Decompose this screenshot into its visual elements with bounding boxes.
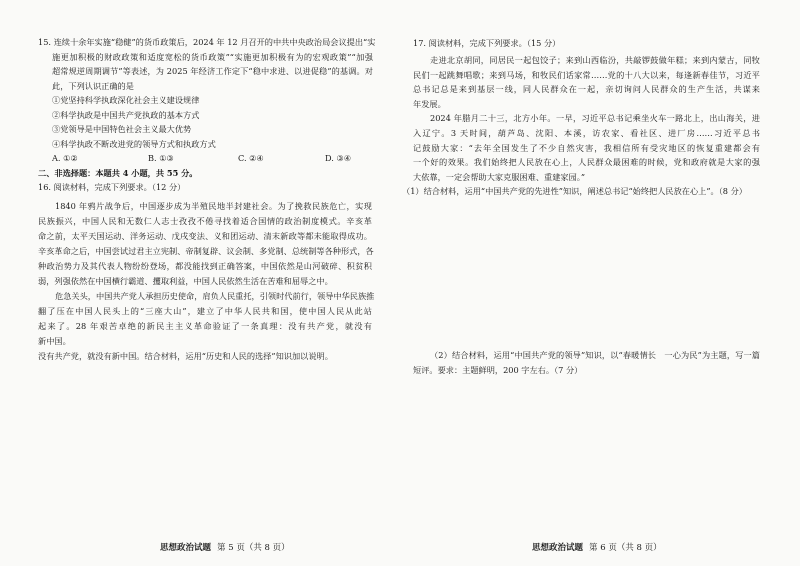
option-d: D. ③④ — [325, 153, 352, 163]
option-a: A. ①② — [52, 153, 78, 163]
material-line: 起来了。28 年艰苦卓绝的新民主主义革命验证了一条真理：没有共产党，就没有 — [38, 321, 372, 331]
material-line: 2024 年腊月二十三，北方小年。一早，习近平总书记乘坐火车一路北上，出山海关，进 — [430, 113, 760, 124]
page-footer-left — [160, 541, 290, 555]
section-title: 二、非选择题：本题共 4 小题，共 55 分。 — [38, 168, 198, 178]
question-stem-line: 15. 连续十余年实施“稳健”的货币政策后，2024 年 12 月召开的中共中央政治局会议提出“实 — [38, 37, 376, 47]
material-line: 新中国。 — [38, 336, 71, 346]
footer-subject: 思想政治试题 — [532, 543, 584, 553]
material-line: 大依靠，一定会帮助大家克服困难、重建家园。” — [413, 171, 586, 182]
material-line: 民们一起跳舞唱歌；来到马场，和牧民们话家常……党的十八大以来，每逢新春佳节，习近平 — [413, 69, 760, 80]
question-17-subquestion-2 — [413, 348, 760, 378]
statement: ④科学执政不断改进党的领导方式和执政方式 — [52, 138, 216, 149]
question-stem-line: 此，下列认识正确的是 — [52, 80, 134, 91]
question-stem-line: 施更加积极的财政政策和适度宽松的货币政策”“实施更加积极有为的宏观政策”“加强 — [52, 51, 373, 62]
material-line: 总书记总是来到基层一线，同人民群众在一起，亲切询问人民群众的生产生活，共谋来 — [413, 84, 760, 95]
material-line: 命之前，太平天国运动、洋务运动、戊戌变法、义和团运动、清末新政等都未能取得成功。 — [38, 231, 372, 241]
question-15-statements — [52, 93, 372, 151]
material-line: 辛亥革命之后，中国尝试过君主立宪制、帝制复辟、议会制、多党制、总统制等各种形式，各 — [38, 246, 374, 256]
option-c: C. ②④ — [238, 153, 264, 163]
material-line: 1840 年鸦片战争后，中国逐步成为半殖民地半封建社会。为了挽救民族危亡，实现 — [55, 201, 372, 211]
page-footer-right — [532, 541, 662, 555]
subquestion-line: （1）结合材料，运用“中国共产党的先进性”知识，阐述总书记“始终把人民放在心上”。（8 分） — [402, 186, 747, 196]
question-17-subquestion-1 — [402, 184, 760, 199]
footer-page-number: 第 5 页（共 8 页） — [217, 543, 290, 553]
question-15-stem — [38, 35, 376, 93]
question-prompt-line: 没有共产党，就没有新中国。结合材料，运用“历史和人民的选择”知识加以说明。 — [38, 351, 333, 361]
subquestion-line: （2）结合材料，运用“中国共产党的领导”知识，以“春暖情长 一心为民”为主题，写一篇 — [430, 350, 760, 360]
material-line: 种政治势力及其代表人物纷纷登场，都没能找到正确答案，中国依然是山河破碎、积贫积 — [38, 261, 372, 271]
material-line: 危急关头，中国共产党人承担历史使命，肩负人民重托，引领时代前行，领导中华民族推 — [55, 291, 375, 301]
footer-page-number: 第 6 页（共 8 页） — [589, 543, 662, 553]
material-line: 弱，列强依然在中国横行霸道、攫取利益，中国人民依然生活在苦难和屈辱之中。 — [38, 276, 333, 286]
question-17-material — [413, 53, 760, 184]
question-16-heading: 16. 阅读材料，完成下列要求。（12 分） — [38, 182, 186, 192]
material-paragraph — [38, 289, 375, 349]
statement: ③党领导是中国特色社会主义最大优势 — [52, 124, 192, 134]
material-line: 记鼓励大家：“去年全国发生了不少自然灾害，我相信所有受灾地区的恢复重建都会有 — [413, 142, 760, 153]
statement: ②科学执政是中国共产党执政的基本方式 — [52, 109, 200, 120]
question-16-prompt — [38, 349, 372, 364]
material-line: 年发展。 — [413, 98, 446, 109]
material-line: 入辽宁。3 天时间，葫芦岛、沈阳、本溪，访农家、看社区、进厂房……习近平总书 — [413, 127, 760, 138]
material-line: 走进北京胡同，同居民一起包饺子；来到山西临汾，共敲锣鼓做年糕；来到内蒙古，同牧 — [430, 55, 760, 65]
question-stem-line: 超常规逆周期调节”等表述，为 2025 年经济工作定下“稳中求进、以进促稳”的基调。对 — [52, 66, 373, 76]
subquestion-line: 短评。要求：主题鲜明，200 字左右。（7 分） — [413, 365, 583, 375]
material-paragraph — [413, 53, 760, 111]
material-line: 民族振兴，中国人民和无数仁人志士孜孜不倦寻找着适合国情的政治制度模式。辛亥革 — [38, 216, 372, 226]
material-line: 翻了压在中国人民头上的“三座大山”，建立了中华人民共和国，使中国人民从此站 — [38, 306, 372, 316]
question-17-heading: 17. 阅读材料，完成下列要求。（15 分） — [413, 38, 561, 48]
question-15-options — [0, 151, 400, 166]
material-line: 一个好的效果。我们始终把人民放在心上，人民群众最困难的时候，党和政府就是大家的强 — [413, 157, 760, 168]
question-16-material — [38, 199, 375, 349]
footer-subject: 思想政治试题 — [160, 543, 212, 553]
statement: ①党坚持科学执政深化社会主义建设规律 — [52, 95, 200, 105]
material-paragraph — [38, 199, 372, 289]
option-b: B. ①③ — [148, 153, 174, 163]
material-paragraph — [413, 111, 760, 184]
